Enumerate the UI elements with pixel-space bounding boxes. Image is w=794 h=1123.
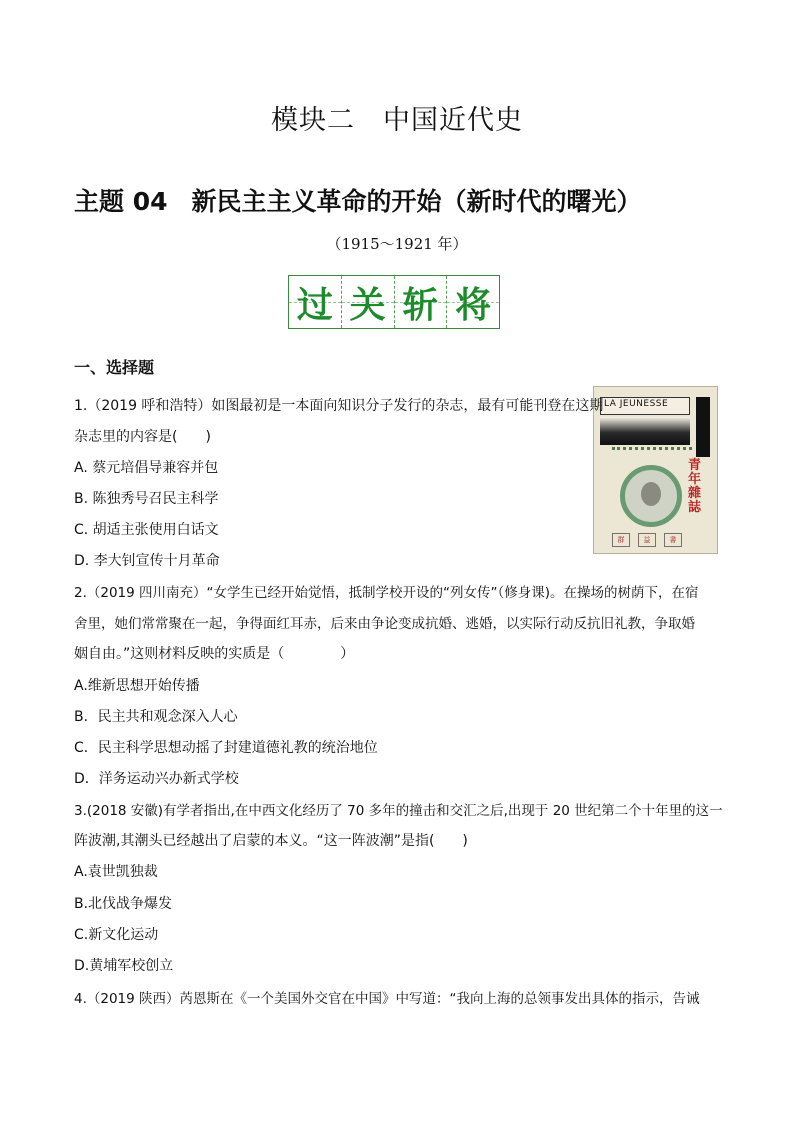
banner-char-4: 将 (447, 276, 499, 328)
question-3-option-b: B.北伐战争爆发 (74, 896, 173, 912)
question-1-option-b: B. 陈独秀号召民主科学 (74, 491, 219, 507)
topic-title (74, 182, 774, 218)
magazine-box-1: 群 (612, 533, 630, 547)
question-1-option-a: A. 蔡元培倡导兼容并包 (74, 460, 219, 476)
question-2-stem-line-1: 2.（2019 四川南充）“女学生已经开始觉悟，抵制学校开设的“列女传”（修身课)。在操场的树荫下，在宿 (74, 585, 699, 601)
question-1-option-d: D. 李大钊宣传十月革命 (74, 553, 220, 569)
magazine-portrait-face (641, 482, 661, 506)
question-2-stem-line-3: 姻自由。”这则材料反映的实质是（ ） (74, 646, 355, 662)
question-2-stem-line-2: 舍里，她们常常聚在一起，争得面红耳赤，后来由争论变成抗婚、逃婚，以实际行动反抗旧礼教，争取婚 (74, 616, 695, 632)
question-3-option-c: C.新文化运动 (74, 927, 159, 943)
question-1-stem-line-1: 1.（2019 呼和浩特）如图最初是一本面向知识分子发行的杂志，最有可能刊登在这期 (74, 398, 604, 414)
question-3-stem-line-1: 3.(2018 安徽)有学者指出,在中西文化经历了 70 多年的撞击和交汇之后,出现于 20 世纪第二个十年里的这一 (74, 803, 723, 819)
magazine-box-3: 書 (664, 533, 682, 547)
question-1-option-c: C. 胡适主张使用白话文 (74, 522, 219, 538)
section-heading: 一、选择题 (74, 358, 155, 377)
question-3-option-a: A.袁世凯独裁 (74, 864, 158, 880)
topic-years: （1915～1921 年） (326, 235, 468, 253)
magazine-vine-decoration (612, 447, 692, 466)
magazine-cover-image (593, 386, 718, 554)
question-3-option-d: D.黄埔军校创立 (74, 958, 174, 974)
question-2-option-c: C．民主科学思想动摇了封建道德礼教的统治地位 (74, 740, 378, 756)
module-title: 模块二 中国近代史 (271, 105, 523, 136)
magazine-crowd-illustration (600, 417, 690, 445)
topic-label: 主题 04 (74, 187, 168, 216)
magazine-publisher-boxes (612, 533, 682, 547)
banner-char-3: 斩 (395, 276, 448, 328)
magazine-dark-bar (696, 397, 710, 457)
magazine-vertical-title: 青年雜誌 (688, 458, 702, 515)
question-1-stem-line-2: 杂志里的内容是( ) (74, 429, 211, 445)
magazine-box-2: 益 (638, 533, 656, 547)
question-3-stem-line-2: 阵波潮,其潮头已经越出了启蒙的本义。“这一阵波潮”是指( ) (74, 833, 468, 849)
question-2-option-a: A.维新思想开始传播 (74, 678, 200, 694)
magazine-banner-text: LA JEUNESSE (604, 399, 669, 409)
banner-char-1: 过 (289, 276, 342, 328)
question-2-option-b: B．民主共和观念深入人心 (74, 709, 238, 725)
question-2-option-d: D．洋务运动兴办新式学校 (74, 771, 239, 787)
topic-name: 新民主主义革命的开始（新时代的曙光） (191, 187, 642, 216)
magazine-portrait-medallion (620, 465, 682, 527)
banner-char-2: 关 (342, 276, 395, 328)
question-4-stem-line-1: 4.（2019 陕西）芮恩斯在《一个美国外交官在中国》中写道：“我向上海的总领事发出具体的指示，告诫 (74, 991, 700, 1007)
section-banner (288, 275, 500, 329)
